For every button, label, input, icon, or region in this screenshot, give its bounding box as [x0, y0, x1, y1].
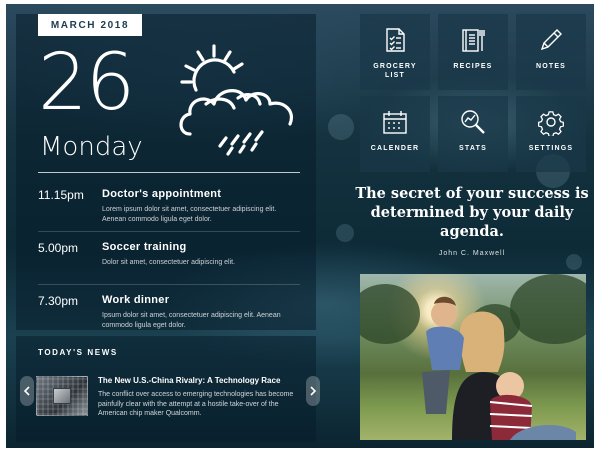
dashboard-background — [6, 4, 594, 448]
quote-text: The secret of your success is determined by your daily agenda. — [355, 185, 589, 240]
event-description: Dolor sit amet, consectetuer adipiscing elit. — [102, 259, 236, 266]
event-item[interactable] — [38, 237, 300, 285]
family-figures — [360, 274, 586, 440]
checklist-icon — [381, 26, 409, 54]
event-time: 5.00pm — [38, 241, 79, 255]
header-divider — [38, 172, 300, 173]
weekday-label: Monday — [40, 132, 143, 162]
event-title: Doctor's appointment — [102, 188, 222, 200]
tile-label: RECIPES — [453, 63, 493, 70]
tile-notes[interactable] — [516, 14, 586, 90]
day-number: 26 — [38, 38, 134, 128]
gear-icon — [537, 108, 565, 136]
news-panel — [16, 336, 316, 442]
news-summary: The conflict over access to emerging technologies has become painfully clear with the attempt at a hostile take-over of the American chip maker Qualcomm. — [98, 391, 294, 417]
event-item[interactable] — [38, 290, 300, 338]
news-thumbnail[interactable] — [36, 376, 88, 416]
event-description: Lorem ipsum dolor sit amet, consectetuer adipiscing elit. Aenean commodo ligula eget dolor. — [102, 206, 277, 223]
bokeh-light — [328, 114, 354, 140]
event-description: Ipsum dolor sit amet, consectetuer adipiscing elit. Aenean commodo ligula eget dolor. — [102, 312, 281, 329]
month-year-tab[interactable]: MARCH 2018 — [38, 14, 142, 36]
bokeh-light — [336, 224, 354, 242]
event-title: Work dinner — [102, 294, 170, 306]
pencil-icon — [537, 26, 565, 54]
tile-calender[interactable] — [360, 96, 430, 172]
tile-settings[interactable] — [516, 96, 586, 172]
news-next-button[interactable] — [306, 376, 320, 406]
agenda-panel — [16, 14, 316, 330]
tile-label: CALENDER — [370, 145, 420, 152]
event-time: 7.30pm — [38, 294, 79, 308]
tile-grocery-list[interactable] — [360, 14, 430, 90]
sun-cloud-rain-icon — [176, 42, 302, 158]
tile-label: STATS — [459, 145, 487, 152]
tile-label: GROCERY LIST — [373, 63, 417, 79]
tile-label: SETTINGS — [528, 145, 574, 152]
family-photo[interactable] — [360, 274, 586, 440]
event-time: 11.15pm — [38, 188, 84, 202]
news-headline[interactable]: The New U.S.-China Rivalry: A Technology Race — [98, 376, 281, 385]
calendar-icon — [381, 108, 409, 136]
tile-stats[interactable] — [438, 96, 508, 172]
event-title: Soccer training — [102, 241, 187, 253]
chip-image — [53, 388, 71, 404]
news-heading: TODAY'S NEWS — [38, 348, 118, 357]
news-prev-button[interactable] — [20, 376, 34, 406]
stats-magnifier-icon — [459, 108, 487, 136]
event-list — [38, 184, 300, 343]
chevron-left-icon — [23, 386, 31, 396]
tile-recipes[interactable] — [438, 14, 508, 90]
chevron-right-icon — [309, 386, 317, 396]
quote-author: John C. Maxwell — [438, 250, 506, 257]
tile-label: NOTES — [535, 63, 567, 70]
recipe-book-icon — [459, 26, 487, 54]
event-item[interactable] — [38, 184, 300, 232]
